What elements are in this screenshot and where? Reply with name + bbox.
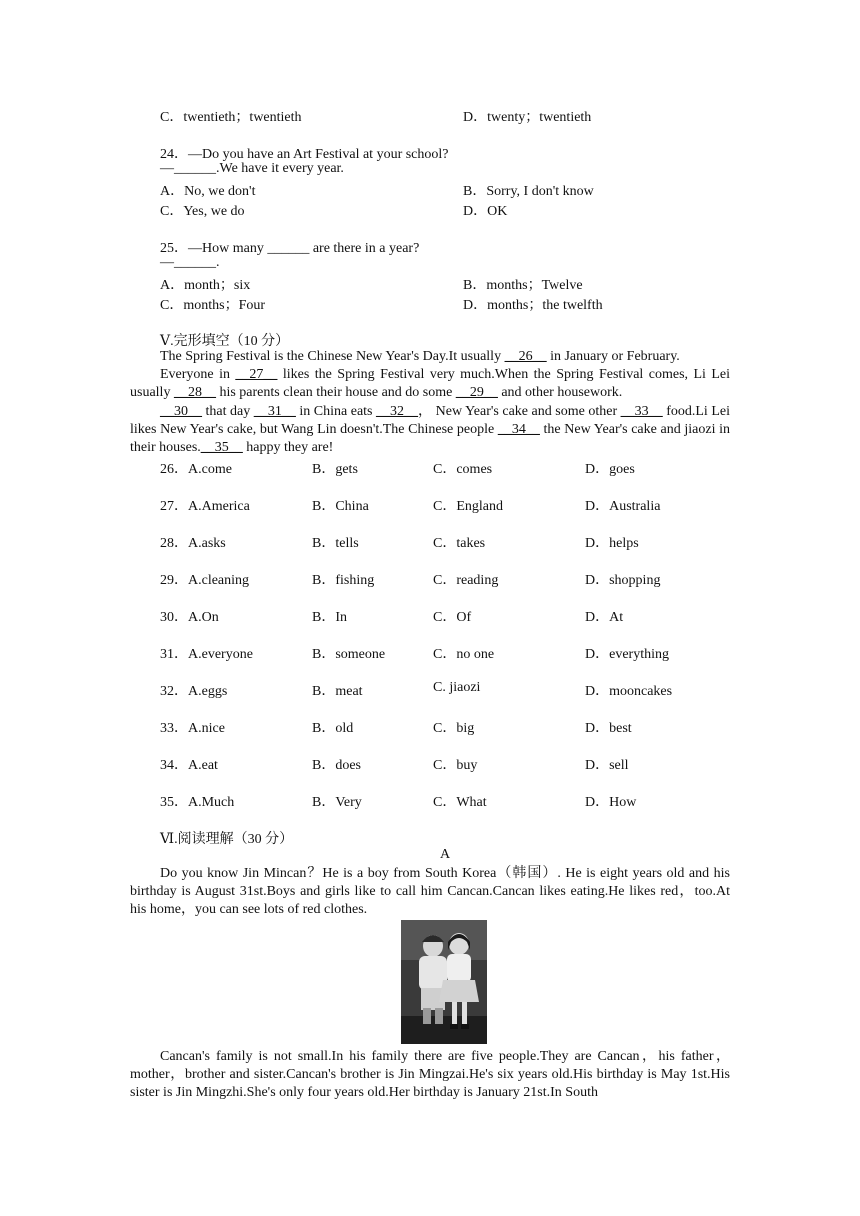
q23-option-d: D．twenty；twentieth: [463, 110, 592, 125]
option-29-a: 29．A.cleaning: [160, 573, 250, 588]
option-28-c: C．takes: [433, 536, 486, 551]
cloze-blank-31: __31__: [253, 404, 296, 419]
cloze-text: that day: [202, 404, 254, 419]
cloze-paragraph-3: [130, 403, 730, 458]
option-26-c: C．comes: [433, 462, 493, 477]
q24-stem-answer-line: —______.We have it every year.: [160, 161, 344, 176]
q25-option-b: B．months；Twelve: [463, 278, 583, 293]
option-33-b: B．old: [312, 721, 354, 736]
option-27-a: 27．A.America: [160, 499, 250, 514]
option-33-c: C．big: [433, 721, 475, 736]
q24-stem: 24．—Do you have an Art Festival at your school?: [160, 147, 449, 162]
cloze-paragraph-2: [130, 366, 730, 402]
cloze-text: food.Li Lei likes New Year's cake, but Wang Lin doesn't.The Chinese people: [130, 404, 730, 438]
option-32-c: C. jiaozi: [433, 680, 481, 695]
option-35-a: 35．A.Much: [160, 795, 235, 810]
option-32-d: D．mooncakes: [585, 684, 673, 699]
option-28-d: D．helps: [585, 536, 639, 551]
option-30-a: 30．A.On: [160, 610, 219, 625]
q25-option-a: A．month；six: [160, 278, 251, 293]
reading-paragraph-2: Cancan's family is not small.In his family there are five people.They are Cancan，his father，mother，brother and sister.Cancan's brother is Jin Mingzai.He's six years old.His birthday is May 1st.His sister is Jin Mingzhi.She's only four years old.Her birthday is January 21st.In South: [130, 1049, 730, 1101]
cloze-text: The Spring Festival is the Chinese New Year's Day.It usually: [160, 349, 505, 364]
reading-paragraph-1: Do you know Jin Mincan？He is a boy from South Korea（韩国）. He is eight years old and his birthday is August 31st.Boys and girls like to call him Cancan.Cancan likes eating.He likes red，too.At his home，you can see lots of red clothes.: [130, 866, 730, 918]
children-photo: [401, 920, 487, 1044]
option-33-a: 33．A.nice: [160, 721, 225, 736]
option-31-a: 31．A.everyone: [160, 647, 253, 662]
q24-option-d: D．OK: [463, 204, 508, 219]
option-26-a: 26．A.come: [160, 462, 232, 477]
option-30-d: D．At: [585, 610, 624, 625]
cloze-text: ， New Year's cake and some other: [418, 404, 621, 419]
q25-stem: 25．—How many ______ are there in a year?: [160, 241, 420, 256]
cloze-text: and other housework.: [497, 385, 623, 401]
option-33-d: D．best: [585, 721, 632, 736]
option-30-c: C．Of: [433, 610, 472, 625]
option-29-d: D．shopping: [585, 573, 661, 588]
cloze-blank-34: __34__: [497, 422, 540, 438]
option-28-a: 28．A.asks: [160, 536, 226, 551]
passage-label: A: [440, 847, 451, 862]
cloze-paragraph-1: [130, 348, 730, 366]
cloze-blank-27: __27__: [235, 367, 278, 382]
cloze-blank-30: __30__: [160, 404, 202, 419]
option-29-b: B．fishing: [312, 573, 375, 588]
section-6-title: Ⅵ.阅读理解（30 分）: [160, 832, 294, 847]
option-27-d: D．Australia: [585, 499, 661, 514]
q25-option-d: D．months；the twelfth: [463, 298, 603, 313]
option-34-a: 34．A.eat: [160, 758, 218, 773]
option-27-c: C．England: [433, 499, 503, 514]
option-31-d: D．everything: [585, 647, 669, 662]
q24-option-b: B．Sorry, I don't know: [463, 184, 594, 199]
cloze-blank-29: __29__: [455, 385, 498, 401]
cloze-text: Everyone in: [160, 367, 236, 382]
option-27-b: B．China: [312, 499, 369, 514]
option-30-b: B．In: [312, 610, 347, 625]
option-35-b: B．Very: [312, 795, 362, 810]
cloze-text: his parents clean their house and do some: [215, 385, 456, 401]
children-photo-drawing: [401, 920, 487, 1044]
option-26-d: D．goes: [585, 462, 635, 477]
option-31-b: B．someone: [312, 647, 386, 662]
cloze-text: in China eats: [295, 404, 377, 419]
q25-stem-answer-line: —______.: [160, 255, 220, 270]
option-34-c: C．buy: [433, 758, 478, 773]
cloze-blank-26: __26__: [504, 349, 547, 364]
option-34-b: B．does: [312, 758, 361, 773]
option-31-c: C．no one: [433, 647, 495, 662]
q24-option-c: C．Yes, we do: [160, 204, 245, 219]
cloze-blank-35: __35__: [200, 440, 243, 456]
q23-option-c: C．twentieth；twentieth: [160, 110, 302, 125]
cloze-blank-28: __28__: [173, 385, 216, 401]
section-5-title: Ⅴ.完形填空（10 分）: [160, 334, 290, 349]
option-26-b: B．gets: [312, 462, 358, 477]
cloze-text: in January or February.: [546, 349, 680, 364]
option-32-a: 32．A.eggs: [160, 684, 228, 699]
option-34-d: D．sell: [585, 758, 629, 773]
option-35-d: D．How: [585, 795, 637, 810]
option-35-c: C．What: [433, 795, 487, 810]
cloze-text: happy they are!: [242, 440, 334, 456]
cloze-blank-33: __33__: [620, 404, 663, 419]
q24-option-a: A．No, we don't: [160, 184, 256, 199]
cloze-text: likes the Spring Festival very much.When the Spring Festival comes, Li Lei usually: [130, 367, 730, 401]
option-32-b: B．meat: [312, 684, 363, 699]
cloze-blank-32: __32__: [376, 404, 419, 419]
option-28-b: B．tells: [312, 536, 359, 551]
option-29-c: C．reading: [433, 573, 499, 588]
q25-option-c: C．months；Four: [160, 298, 266, 313]
cloze-text: the New Year's cake and jiaozi in their houses.: [130, 422, 730, 456]
